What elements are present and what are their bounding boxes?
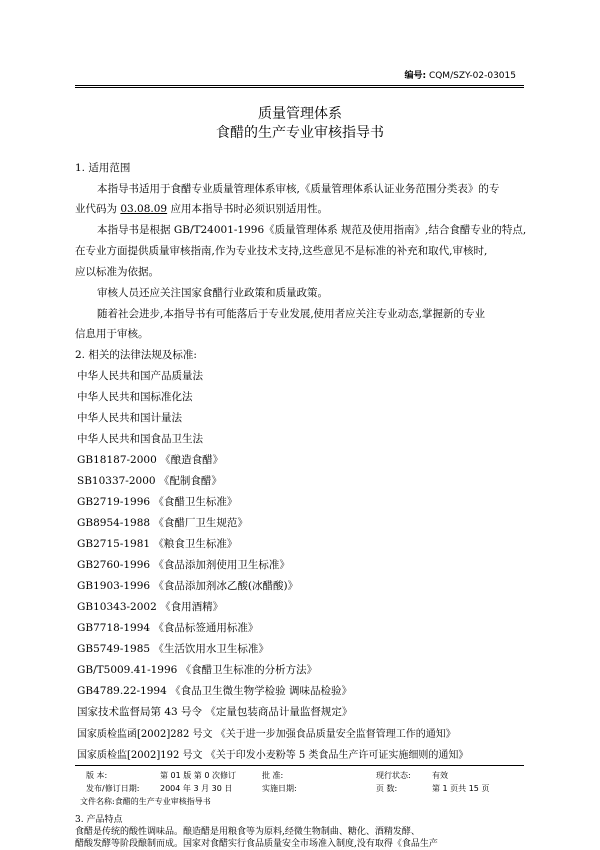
- industry-code: 03.08.09: [120, 203, 168, 215]
- footer-status-label: 现行状态:: [376, 771, 411, 780]
- footer-page-label: 页 数:: [376, 784, 398, 793]
- footer-file-value: 食醋的生产专业审核指导书: [114, 797, 211, 806]
- list-item: GB7718-1994 《食品标签通用标准》: [77, 622, 259, 634]
- section-1-paragraph-2-end: 应以标准为依据。: [75, 266, 159, 278]
- section-2-heading: 2. 相关的法律法规及标准:: [75, 349, 197, 361]
- footer-issue-value: 2004 年 3 月 30 日: [160, 784, 233, 793]
- footer-page-value: 第 1 页共 15 页: [432, 784, 490, 793]
- list-item: GB18187-2000 《酿造食醋》: [77, 454, 224, 466]
- list-item: 国家质检监函[2002]282 号文 《关于进一步加强食品质量安全监督管理工作的通知》: [77, 729, 456, 740]
- list-item: GB2719-1996 《食醋卫生标准》: [77, 496, 238, 508]
- document-number-value: CQM/SZY-02-03015: [428, 71, 516, 81]
- footer-edition-value: 第 01 版 第 0 次修订: [160, 771, 236, 780]
- list-item: GB8954-1988 《食醋厂卫生规范》: [77, 517, 248, 529]
- document-number: [404, 68, 516, 81]
- footer-status-value: 有效: [432, 771, 448, 780]
- section-3-line-2: 醋酸发酵等阶段酿制而成。国家对食醋实行食品质量安全市场准入制度,没有取得《食品生产: [75, 839, 438, 849]
- list-item: GB5749-1985 《生活饮用水卫生标准》: [77, 643, 269, 655]
- footer-issue-label: 发布/修订日期:: [86, 784, 140, 793]
- section-1-paragraph-2-cont: 在专业方面提供质量审核指南,作为专业技术支持,这些意见不是标准的补充和取代,审核时,: [75, 245, 488, 257]
- list-item: SB10337-2000 《配制食醋》: [77, 475, 222, 487]
- section-3-heading: 3. 产品特点: [75, 815, 123, 825]
- list-item: GB2760-1996 《食品添加剂使用卫生标准》: [77, 559, 290, 571]
- section-1-paragraph-4: 随着社会进步,本指导书有可能落后于专业发展,使用者应关注专业动态,掌握新的专业: [97, 308, 486, 320]
- list-item: GB/T5009.41-1996 《食醋卫生标准的分析方法》: [77, 664, 318, 676]
- section-1-heading: 1. 适用范围: [75, 162, 131, 174]
- document-number-label: 编号:: [404, 71, 427, 81]
- list-item: 中华人民共和国计量法: [77, 412, 182, 424]
- section-1-paragraph-1: 本指导书适用于食醋专业质量管理体系审核,《质量管理体系认证业务范围分类表》的专: [97, 183, 500, 195]
- footer-file-name: [80, 796, 211, 807]
- footer-approve-label: 批 准:: [262, 771, 284, 780]
- list-item: 中华人民共和国食品卫生法: [77, 433, 203, 445]
- list-item: 国家质检监[2002]192 号文 《关于印发小麦粉等 5 类食品生产许可证实施细则的通知》: [77, 750, 469, 761]
- section-1-paragraph-4-cont: 信息用于审核。: [75, 328, 149, 340]
- section-3-line-1: 食醋是传统的酸性调味品。酿造醋是用粮食等为原料,经微生物制曲、糖化、酒精发酵、: [75, 827, 420, 837]
- list-item: 中华人民共和国产品质量法: [77, 370, 203, 382]
- footer-impl-label: 实施日期:: [262, 784, 297, 793]
- list-item: GB10343-2002 《食用酒精》: [77, 601, 224, 613]
- header-rule-second: [75, 87, 524, 88]
- header-rule: [75, 85, 524, 86]
- section-1-paragraph-2: 本指导书是根据 GB/T24001-1996《质量管理体系 规范及使用指南》,结合食醋专业的特点,: [97, 224, 527, 236]
- page-title: 质量管理体系: [258, 106, 342, 122]
- footer-rule: [75, 765, 524, 766]
- list-item: 中华人民共和国标准化法: [77, 391, 193, 403]
- list-item: GB4789.22-1994 《食品卫生微生物学检验 调味品检验》: [77, 685, 352, 697]
- list-item: 国家技术监督局第 43 号令 《定量包装商品计量监督规定》: [77, 706, 353, 718]
- page-subtitle: 食醋的生产专业审核指导书: [216, 125, 384, 141]
- section-1-paragraph-1-cont: 业代码为 03.08.09 应用本指导书时必须识别适用性。: [75, 203, 328, 215]
- footer-edition-label: 版 本:: [86, 771, 108, 780]
- footer-file-label: 文件名称:: [80, 797, 115, 806]
- list-item: GB2715-1981 《粮食卫生标准》: [77, 538, 238, 550]
- list-item: GB1903-1996 《食品添加剂冰乙酸(冰醋酸)》: [77, 580, 299, 592]
- section-1-paragraph-3: 审核人员还应关注国家食醋行业政策和质量政策。: [97, 287, 328, 299]
